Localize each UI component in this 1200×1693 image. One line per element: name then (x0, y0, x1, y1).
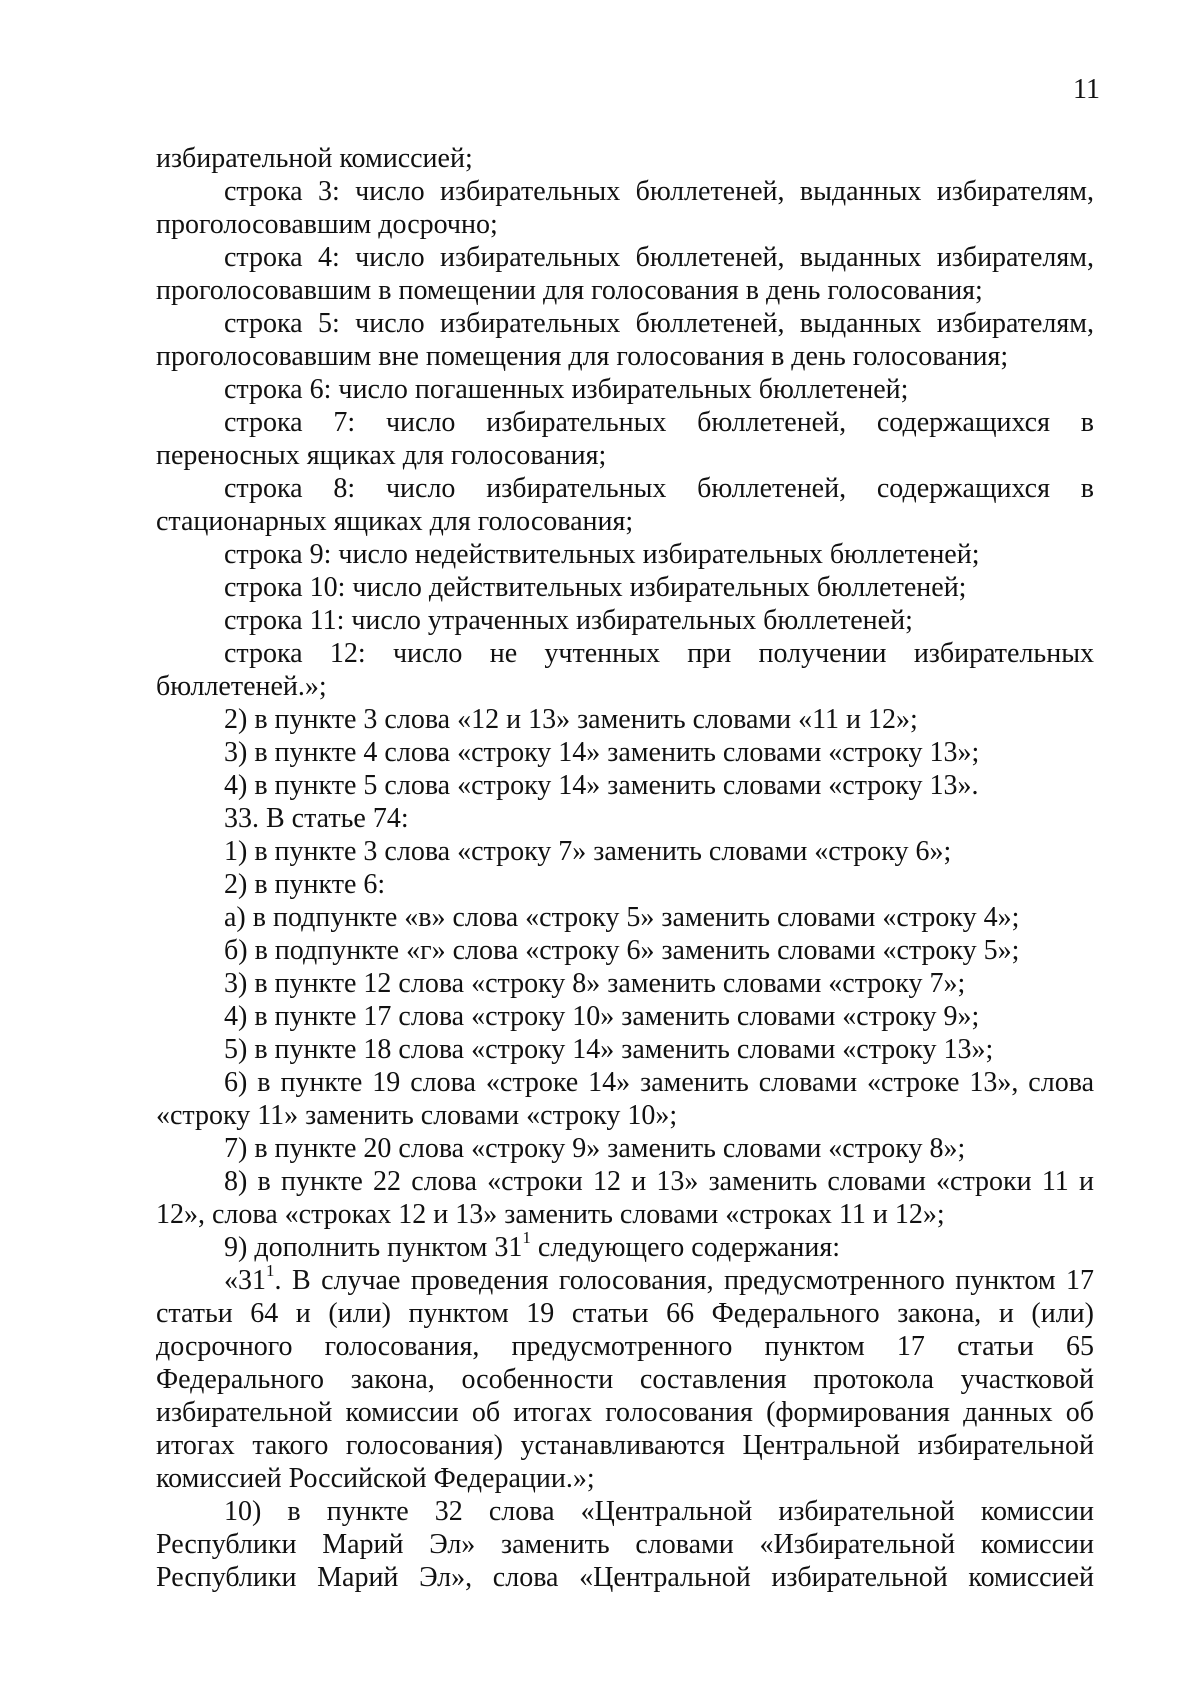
item-9-text: 9) дополнить пунктом 31 (224, 1232, 523, 1263)
paragraph: строка 9: число недействительных избирательных бюллетеней; (224, 539, 980, 570)
paragraph: 33. В статье 74: (224, 803, 409, 834)
paragraph: 6) в пункте 19 слова «строке 14» заменить словами «строке 13», слова «строку 11» заменить словами «строку 10»; (156, 1067, 1094, 1131)
quote-text-rest: . В случае проведения голосования, предусмотренного пунктом 17 статьи 64 и (или) пунктом 19 статьи 66 Федерального закона, и (или) досрочного голосования, предусмотренного пунктом 17 статьи 65 Федерального закона, особенности составления протокола участковой избирательной комиссии об итогах голосования (формирования данных об итогах такого голосования) устанавливаются Центральной избирательной комиссией Российской Федерации.»; (156, 1265, 1094, 1494)
paragraph: 3) в пункте 4 слова «строку 14» заменить словами «строку 13»; (224, 737, 980, 768)
paragraph: строка 11: число утраченных избирательных бюллетеней; (224, 605, 913, 636)
paragraph: строка 7: число избирательных бюллетеней, содержащихся в переносных ящиках для голосования; (156, 407, 1094, 471)
paragraph: строка 5: число избирательных бюллетеней, выданных избирателям, проголосовавшим вне помещения для голосования в день голосования; (156, 308, 1094, 372)
paragraph: 2) в пункте 3 слова «12 и 13» заменить словами «11 и 12»; (224, 704, 918, 735)
paragraph: строка 4: число избирательных бюллетеней, выданных избирателям, проголосовавшим в помещении для голосования в день голосования; (156, 242, 1094, 306)
paragraph: 5) в пункте 18 слова «строку 14» заменить словами «строку 13»; (224, 1034, 994, 1065)
paragraph: строка 3: число избирательных бюллетеней, выданных избирателям, проголосовавшим досрочно; (156, 176, 1094, 240)
paragraph: 4) в пункте 17 слова «строку 10» заменить словами «строку 9»; (224, 1001, 980, 1032)
paragraph-item-9-quote (156, 1260, 1094, 1495)
paragraph: избирательной комиссией; (156, 143, 473, 174)
superscript: 1 (266, 1260, 275, 1280)
paragraph: строка 8: число избирательных бюллетеней, содержащихся в стационарных ящиках для голосования; (156, 473, 1094, 537)
paragraph: строка 6: число погашенных избирательных бюллетеней; (224, 374, 909, 405)
page-number: 11 (1073, 74, 1100, 105)
paragraph: 1) в пункте 3 слова «строку 7» заменить словами «строку 6»; (224, 836, 952, 867)
paragraph: 7) в пункте 20 слова «строку 9» заменить словами «строку 8»; (224, 1133, 966, 1164)
paragraph: строка 12: число не учтенных при получении избирательных бюллетеней.»; (156, 638, 1094, 702)
paragraph: 2) в пункте 6: (224, 869, 386, 900)
paragraph-item-9 (156, 1227, 1094, 1264)
paragraph: строка 10: число действительных избирательных бюллетеней; (224, 572, 967, 603)
paragraph-item-10: 10) в пункте 32 слова «Центральной избирательной комиссии Республики Марий Эл» заменить словами «Избирательной комиссии Республики Марий Эл», слова «Центральной избирательной комиссией (156, 1496, 1094, 1593)
paragraph: а) в подпункте «в» слова «строку 5» заменить словами «строку 4»; (224, 902, 1020, 933)
paragraph: 8) в пункте 22 слова «строки 12 и 13» заменить словами «строки 11 и 12», слова «строках 12 и 13» заменить словами «строках 11 и 12»; (156, 1166, 1094, 1230)
item-9-text-rest: следующего содержания: (530, 1232, 840, 1263)
paragraph: 4) в пункте 5 слова «строку 14» заменить словами «строку 13». (224, 770, 979, 801)
paragraph: б) в подпункте «г» слова «строку 6» заменить словами «строку 5»; (224, 935, 1020, 966)
quote-text: «31 (224, 1265, 266, 1296)
document-body (156, 142, 1094, 1594)
superscript: 1 (522, 1227, 531, 1247)
paragraph: 3) в пункте 12 слова «строку 8» заменить словами «строку 7»; (224, 968, 966, 999)
